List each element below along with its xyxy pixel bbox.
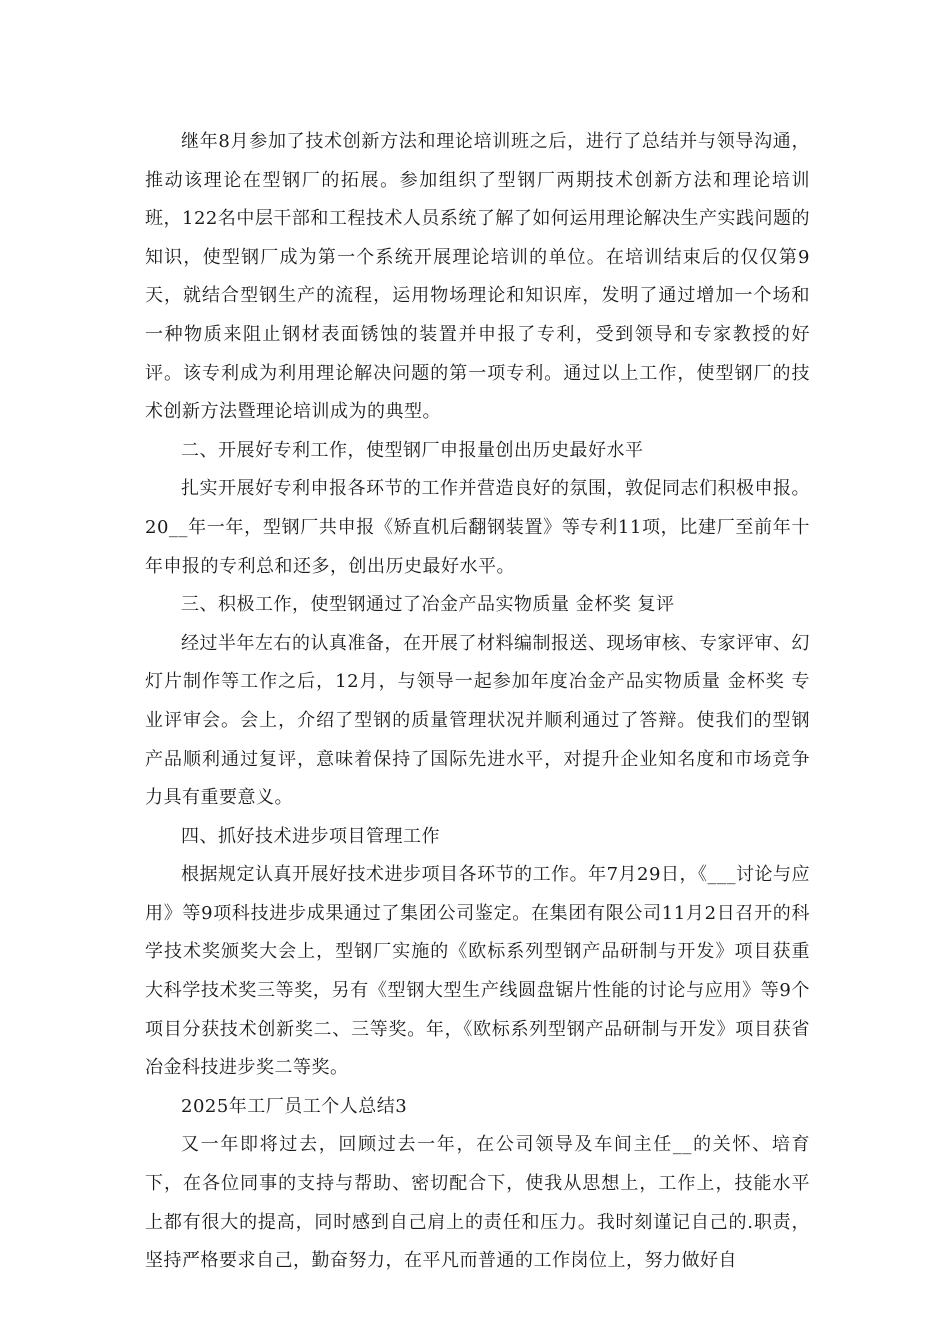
paragraph-gold-cup: 经过半年左右的认真准备，在开展了材料编制报送、现场审核、专家评审、幻灯片制作等工作之后，12月，与领导一起参加年度冶金产品实物质量 金杯奖 专业评审会。会上，介绍了型钢的质量管理状况并顺利通过了答辩。使我们的型钢产品顺利通过复评，意味着保持了国际先进水平，对提升企业知名度和市场竞争力具有重要意义。 xyxy=(145,632,810,809)
paragraph-patent: 扎实开展好专利申报各环节的工作并营造良好的氛围，敦促同志们积极申报。20__年一年，型钢厂共申报《矫直机后翻钢装置》等专利11项，比建厂至前年十年申报的专利总和还多，创出历史最好水平。 xyxy=(145,478,810,577)
section-heading-patent: 二、开展好专利工作，使型钢厂申报量创出历史最好水平 xyxy=(181,439,644,461)
paragraph-summary-3: 又一年即将过去，回顾过去一年，在公司领导及车间主任__的关怀、培育下，在各位同事的支持与帮助、密切配合下，使我从思想上，工作上，技能水平上都有很大的提高，同时感到自己肩上的责任和压力。我时刻谨记自己的.职责，坚持严格要求自己，勤奋努力，在平凡而普通的工作岗位上，努力做好自 xyxy=(145,1134,810,1272)
section-heading-tech-progress: 四、抓好技术进步项目管理工作 xyxy=(181,825,440,847)
paragraph-training-summary: 继年8月参加了技术创新方法和理论培训班之后，进行了总结并与领导沟通，推动该理论在型钢厂的拓展。参加组织了型钢厂两期技术创新方法和理论培训班，122名中层干部和工程技术人员系统了解了如何运用理论解决生产实践问题的知识，使型钢厂成为第一个系统开展理论培训的单位。在培训结束后的仅仅第9天，就结合型钢生产的流程，运用物场理论和知识库，发明了通过增加一个场和一种物质来阻止钢材表面锈蚀的装置并申报了专利，受到领导和专家教授的好评。该专利成为利用理论解决问题的第一项专利。通过以上工作，使型钢厂的技术创新方法暨理论培训成为的典型。 xyxy=(145,131,810,423)
section-heading-gold-cup: 三、积极工作，使型钢通过了冶金产品实物质量 金杯奖 复评 xyxy=(181,594,675,616)
paragraph-tech-progress: 根据规定认真开展好技术进步项目各环节的工作。年7月29日，《___讨论与应用》等9项科技进步成果通过了集团公司鉴定。在集团有限公司11月2日召开的科学技术奖颁奖大会上，型钢厂实施的《欧标系列型钢产品研制与开发》项目获重大科学技术奖三等奖，另有《型钢大型生产线圆盘锯片性能的讨论与应用》等9个项目分获技术创新奖二、三等奖。年，《欧标系列型钢产品研制与开发》项目获省冶金科技进步奖二等奖。 xyxy=(145,864,810,1079)
section-heading-summary-3: 2025年工厂员工个人总结3 xyxy=(181,1095,408,1117)
